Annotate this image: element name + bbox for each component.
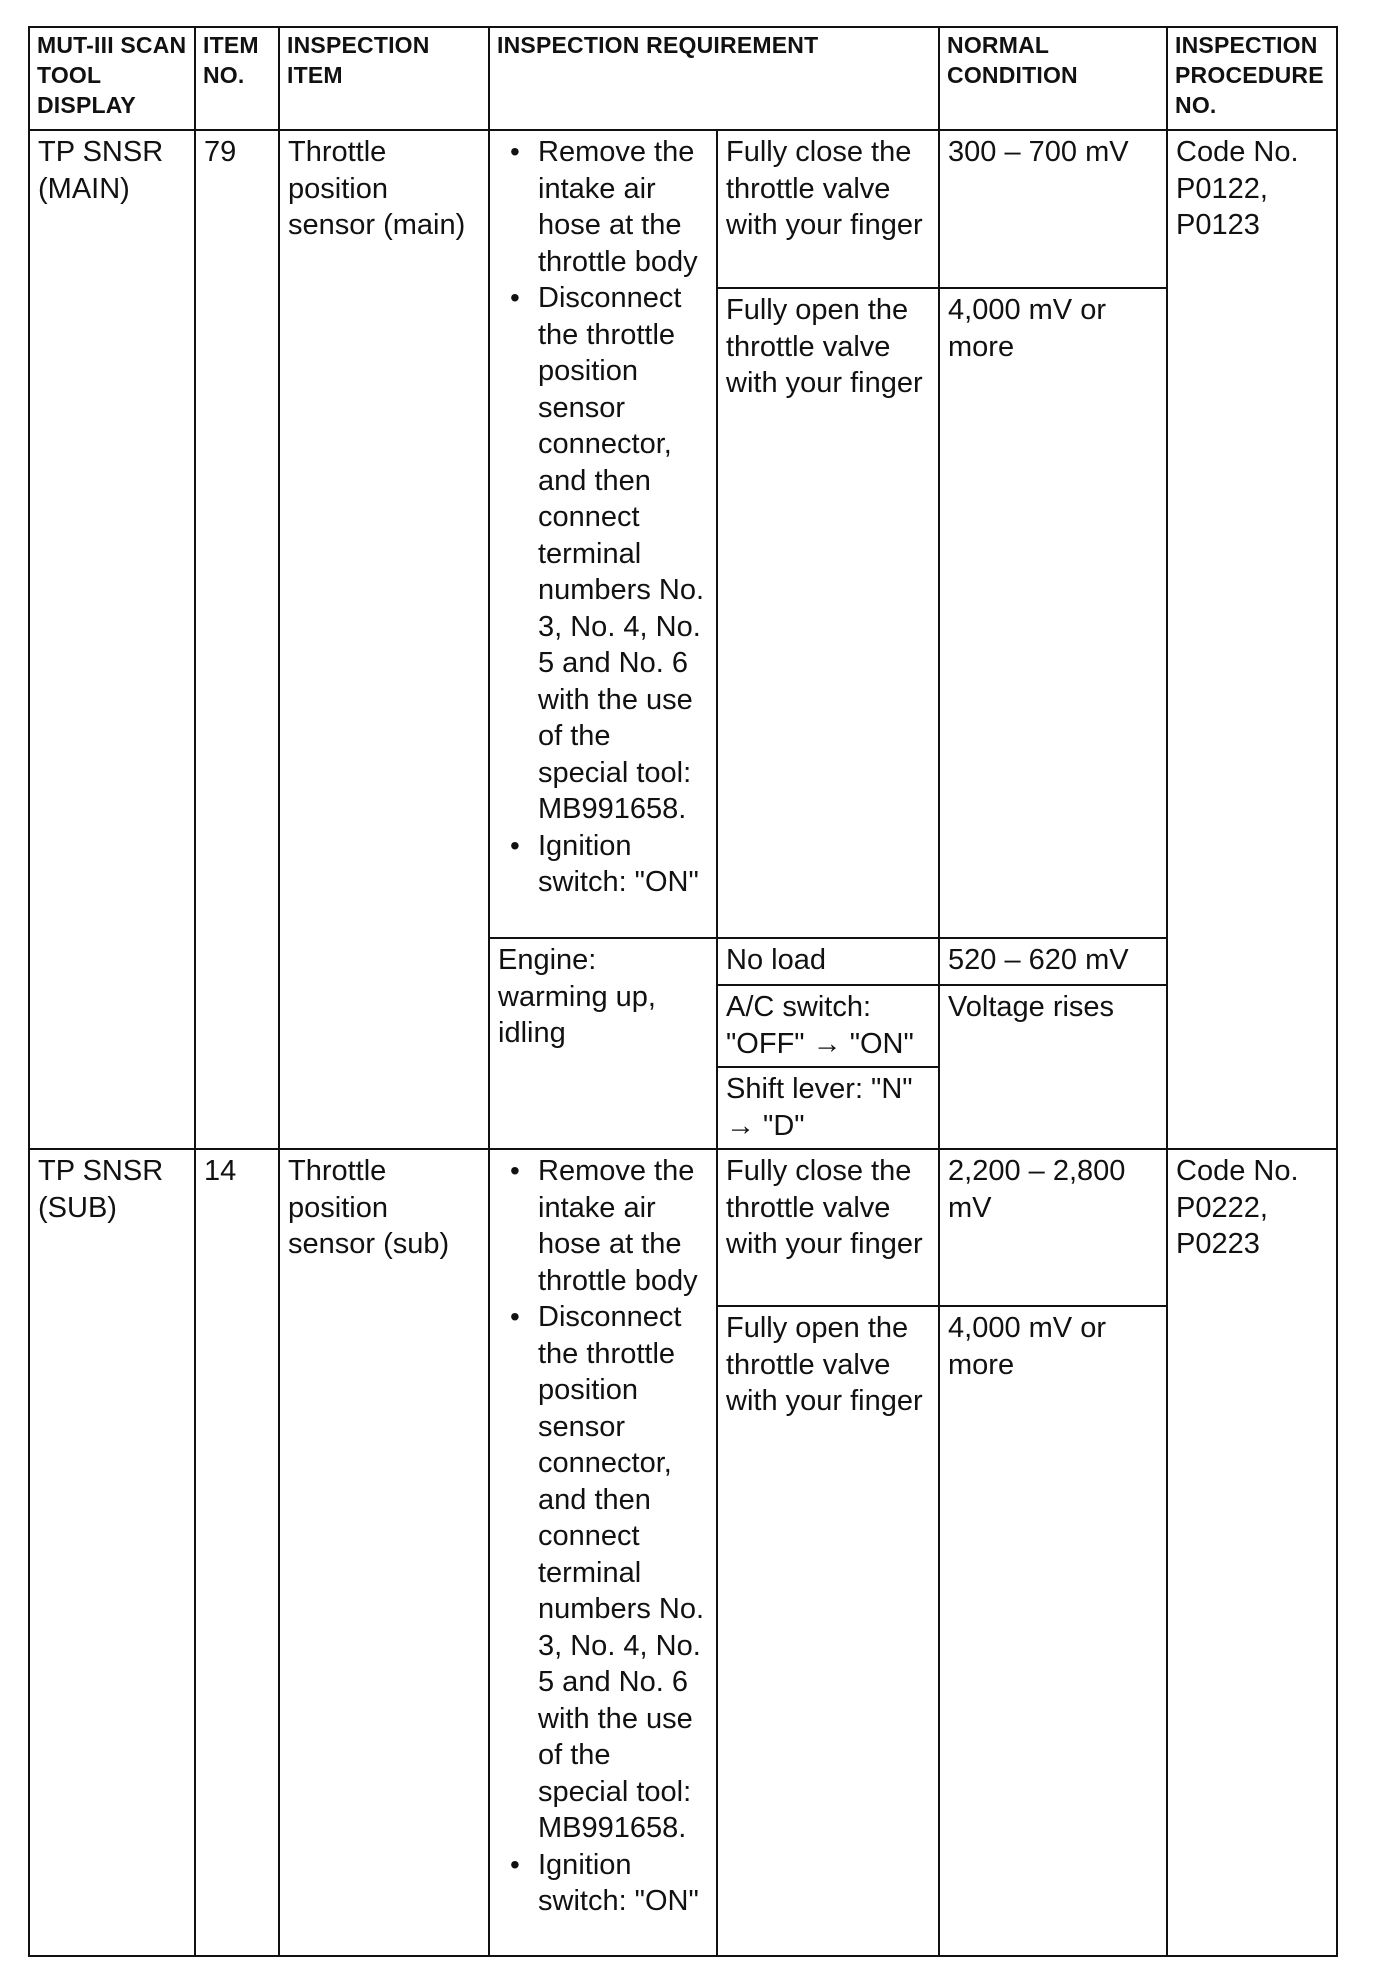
header-item-no: ITEM NO. — [195, 27, 279, 130]
normal-condition-cell: 520 – 620 mV — [939, 938, 1167, 985]
normal-condition-cell: 300 – 700 mV — [939, 130, 1167, 288]
inspection-item-cell: Throttle position sensor (sub) — [279, 1149, 489, 1956]
header-inspection-procedure-no: INSPECTION PROCEDURE NO. — [1167, 27, 1337, 130]
item-no-cell: 79 — [195, 130, 279, 1149]
item-no-cell: 14 — [195, 1149, 279, 1956]
condition-cell: Fully open the throttle valve with your finger — [717, 288, 939, 938]
header-row — [29, 27, 1337, 130]
table-row — [29, 1149, 1337, 1306]
table-row — [29, 130, 1337, 288]
condition-cell: Shift lever: "N" → "D" — [717, 1067, 939, 1149]
inspection-requirement-cell — [489, 130, 717, 938]
list-item: • Ignition switch: "ON" — [538, 1847, 708, 1920]
header-scan-tool-display: MUT-III SCAN TOOL DISPLAY — [29, 27, 195, 130]
inspection-requirement-cell — [489, 1149, 717, 1956]
scan-tool-display-cell: TP SNSR (MAIN) — [29, 130, 195, 1149]
procedure-cell: Code No. P0222, P0223 — [1167, 1149, 1337, 1956]
condition-cell: Fully close the throttle valve with your finger — [717, 130, 939, 288]
inspection-table — [28, 26, 1338, 1957]
header-inspection-item: INSPECTION ITEM — [279, 27, 489, 130]
condition-cell: Fully open the throttle valve with your finger — [717, 1306, 939, 1956]
list-item: • Remove the intake air hose at the throttle body — [538, 1153, 708, 1299]
condition-cell: A/C switch: "OFF" → "ON" — [717, 985, 939, 1067]
normal-condition-cell: 4,000 mV or more — [939, 1306, 1167, 1956]
header-inspection-requirement: INSPECTION REQUIREMENT — [489, 27, 939, 130]
list-item: • Remove the intake air hose at the throttle body — [538, 134, 708, 280]
normal-condition-cell: 2,200 – 2,800 mV — [939, 1149, 1167, 1306]
normal-condition-cell: 4,000 mV or more — [939, 288, 1167, 938]
requirement-list — [498, 134, 708, 901]
header-normal-condition: NORMAL CONDITION — [939, 27, 1167, 130]
condition-cell: Fully close the throttle valve with your finger — [717, 1149, 939, 1306]
list-item: • Ignition switch: "ON" — [538, 828, 708, 901]
list-item: • Disconnect the throttle position sensor connector, and then connect terminal numbers No. 3, No. 4, No. 5 and No. 6 with the use of the special tool: MB991658. — [538, 280, 708, 828]
normal-condition-cell: Voltage rises — [939, 985, 1167, 1149]
inspection-item-cell: Throttle position sensor (main) — [279, 130, 489, 1149]
condition-cell: No load — [717, 938, 939, 985]
list-item: • Disconnect the throttle position sensor connector, and then connect terminal numbers No. 3, No. 4, No. 5 and No. 6 with the use of the special tool: MB991658. — [538, 1299, 708, 1847]
scan-tool-display-cell: TP SNSR (SUB) — [29, 1149, 195, 1956]
requirement-list — [498, 1153, 708, 1920]
procedure-cell: Code No. P0122, P0123 — [1167, 130, 1337, 1149]
engine-requirement-cell: Engine: warming up, idling — [489, 938, 717, 1149]
